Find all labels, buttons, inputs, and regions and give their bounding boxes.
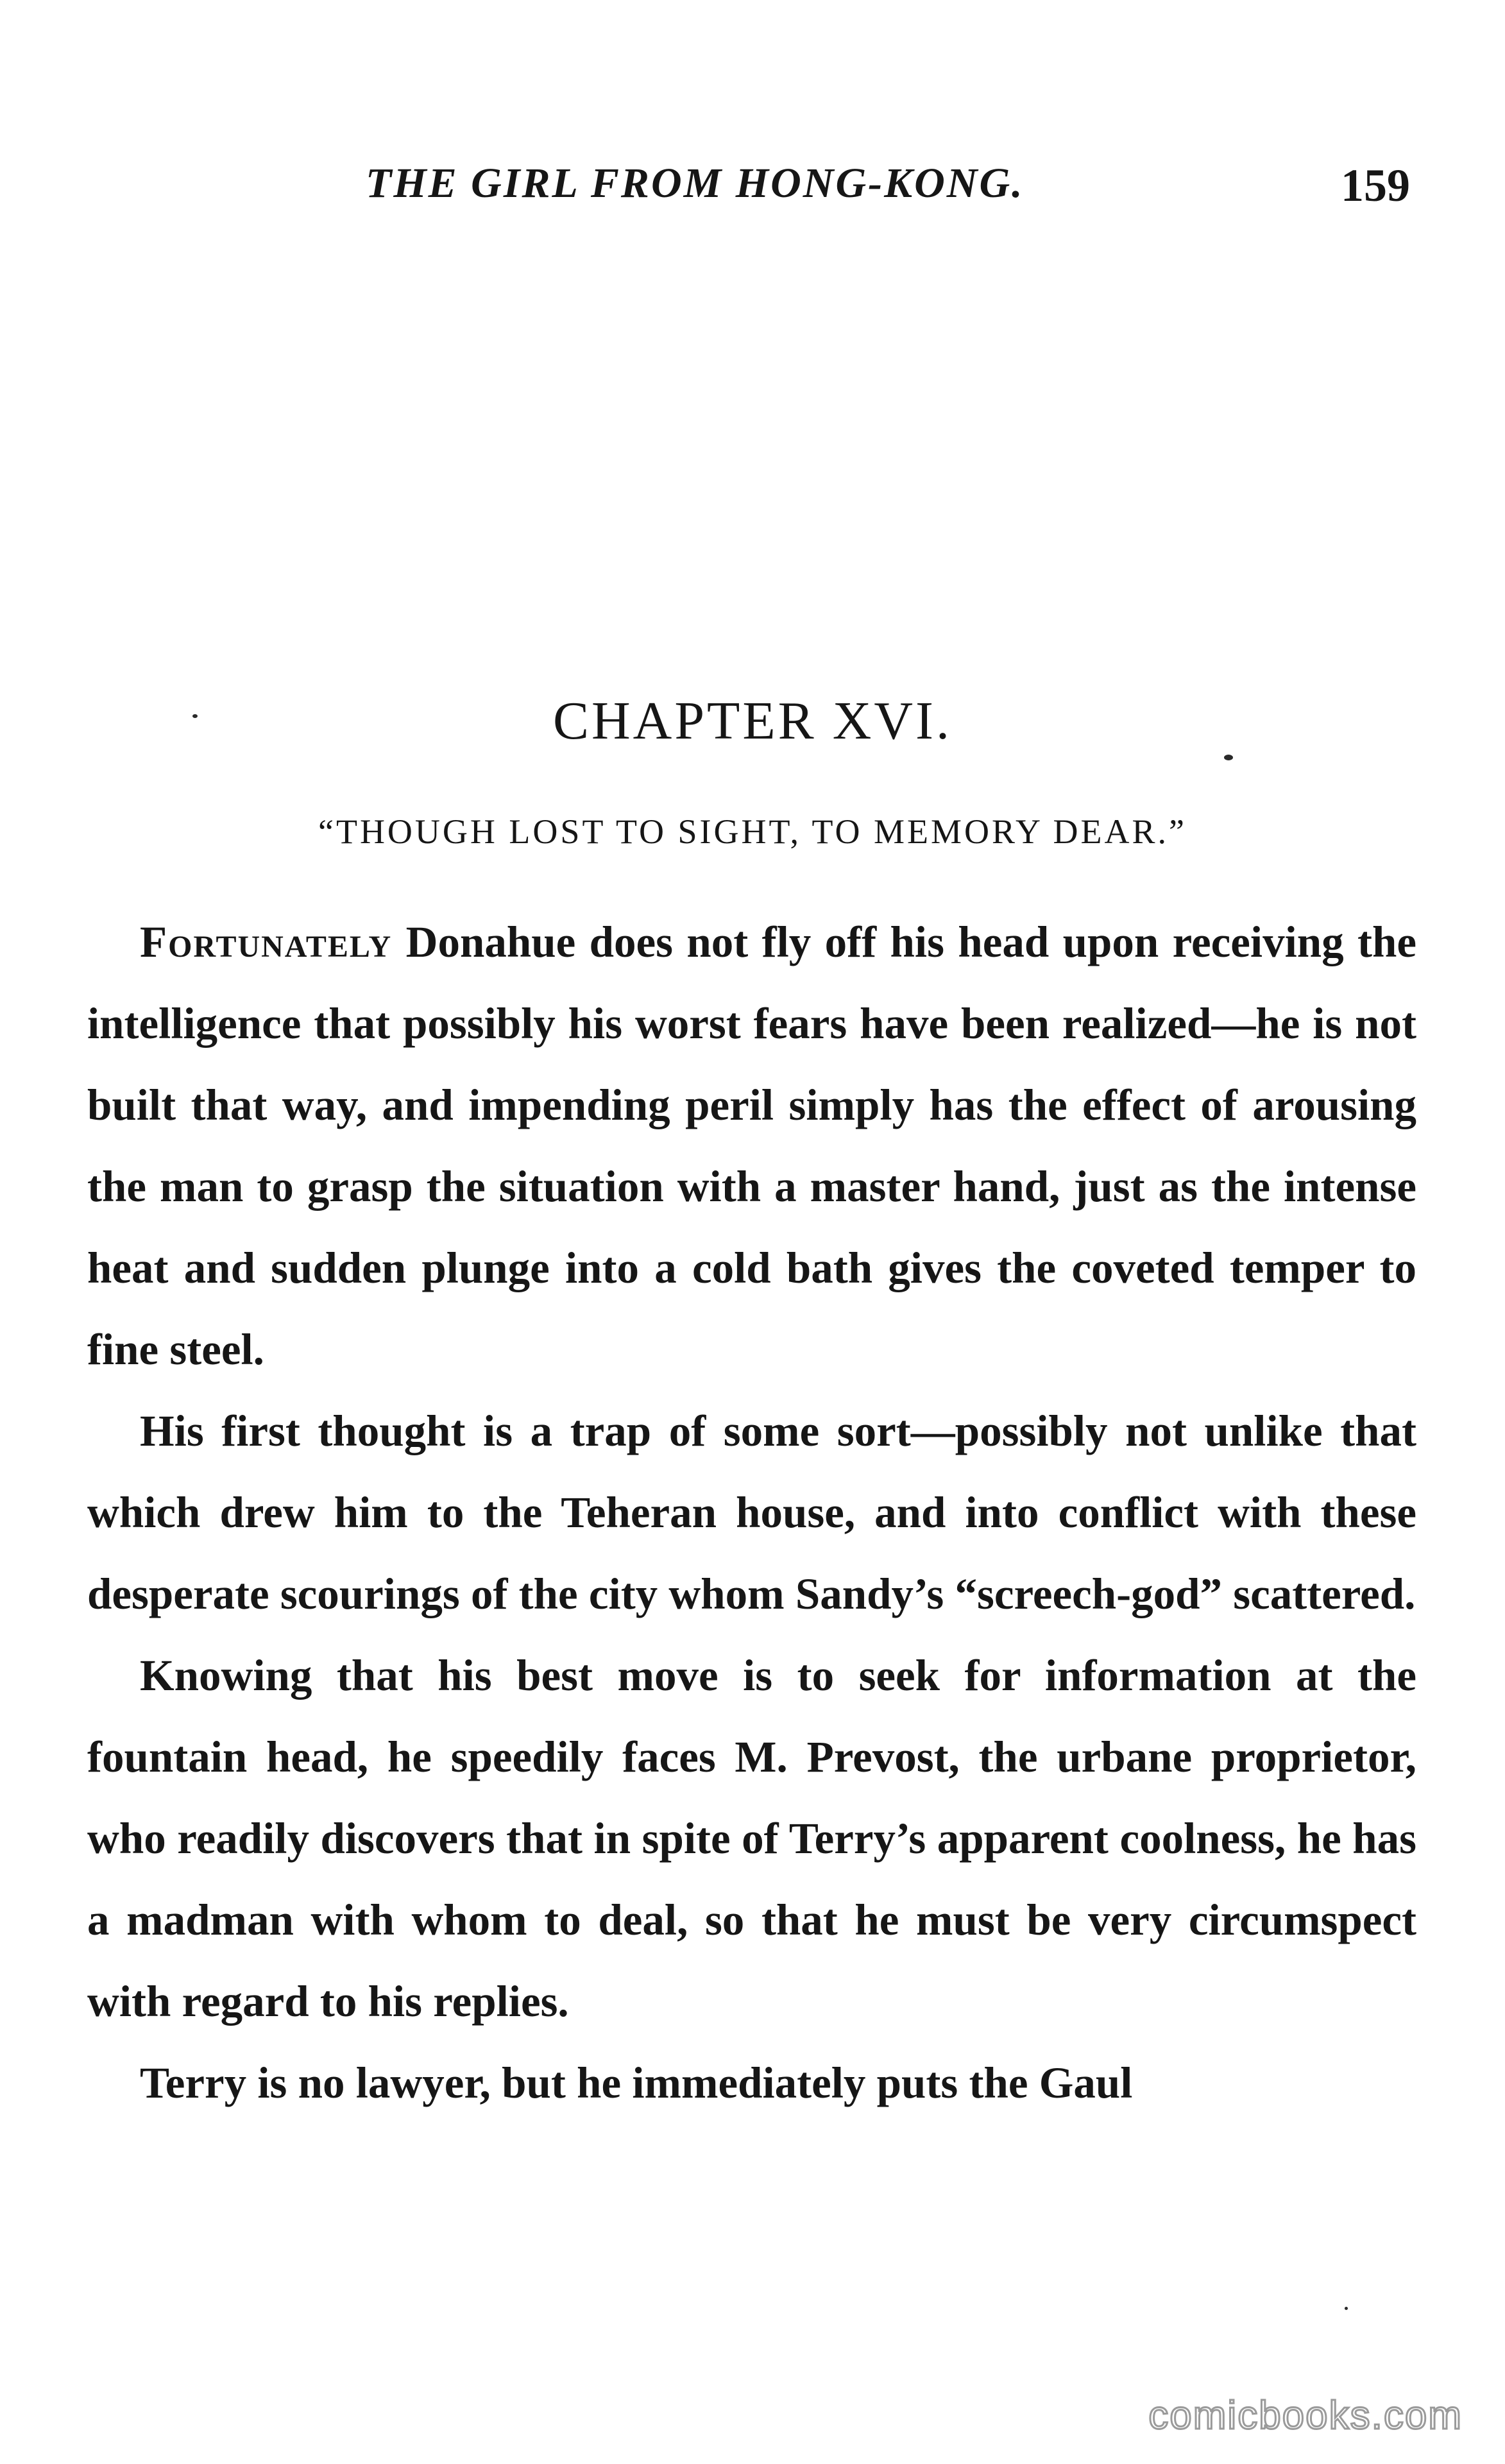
body-text (87, 902, 1416, 2124)
print-speck (1345, 2307, 1348, 2310)
paragraph-4: Terry is no lawyer, but he immediately puts the Gaul (140, 2058, 1133, 2107)
paragraph-3: Knowing that his best move is to seek for information at the fountain head, he speedily faces M. Prevost, the urbane proprietor, who readily discovers that in spite of Terry’s apparent coolness, he has a madman with whom to deal, so that he must be very circumspect with regard to his replies. (87, 1651, 1416, 2026)
page-number: 159 (1341, 160, 1410, 211)
running-title: THE GIRL FROM HONG-KONG. (366, 160, 1025, 207)
running-head (0, 159, 1505, 217)
print-speck (192, 714, 198, 718)
paragraph-1 (87, 902, 1416, 1390)
chapter-heading: CHAPTER XVI. (552, 691, 952, 751)
paragraph-1-text: Donahue does not fly off his head upon receiving the intelligence that possibly his worst fears have been realized—he is not built that way, and impending peril simply has the effect of arousing the man to grasp the situation with a master hand, just as the intense heat and sudden plunge into a cold bath gives the coveted temper to fine steel. (87, 918, 1416, 1374)
lead-word: Fortunately (140, 918, 393, 966)
chapter-subtitle: “THOUGH LOST TO SIGHT, TO MEMORY DEAR.” (318, 812, 1187, 851)
watermark: comicbooks.com (1148, 2393, 1463, 2438)
print-speck (1224, 755, 1233, 760)
paragraph-2: His first thought is a trap of some sort—possibly not unlike that which drew him to the Teheran house, and into conflict with these desperate scourings of the city whom Sandy’s “screech-god” scattered. (87, 1407, 1416, 1618)
